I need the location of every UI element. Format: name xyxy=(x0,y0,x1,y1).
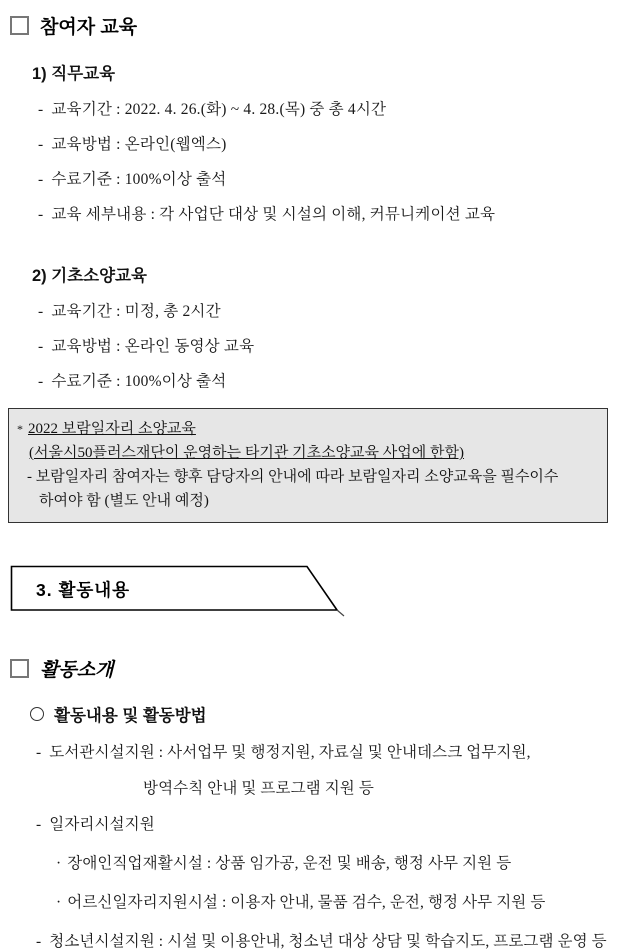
list-item xyxy=(38,132,610,154)
banner-label: 3. 활동내용 xyxy=(36,580,131,600)
note-subtitle-line xyxy=(29,443,597,464)
activity-line-text: 도서관시설지원 : 사서업무 및 행정지원, 자료실 및 안내데스크 업무지원, xyxy=(49,744,531,761)
dash-marker: - xyxy=(38,206,44,223)
activity-line xyxy=(36,812,610,834)
list-item xyxy=(38,299,610,321)
circle-bullet-icon xyxy=(30,707,44,721)
section-banner xyxy=(10,565,360,621)
dash-marker: - xyxy=(38,101,44,118)
note-box xyxy=(8,408,608,523)
dash-marker: - xyxy=(38,171,44,188)
activity-line-continuation xyxy=(143,776,610,798)
activity-line xyxy=(36,740,610,762)
dash-marker: - xyxy=(38,136,44,153)
dash-marker: - xyxy=(36,816,42,833)
activity-subline xyxy=(56,851,610,873)
note-title-line xyxy=(17,419,597,440)
checkbox-square-icon xyxy=(10,16,29,35)
dash-marker: - xyxy=(38,338,44,355)
list-item-text: 교육기간 : 2022. 4. 26.(화) ~ 4. 28.(목) 중 총 4시간 xyxy=(51,101,387,118)
dash-marker: - xyxy=(27,469,32,485)
dash-marker: - xyxy=(36,744,42,761)
subsection-heading-job-education: 1) 직무교육 xyxy=(32,65,116,83)
note-title-text: 2022 보람일자리 소양교육 xyxy=(28,421,196,437)
dash-marker: - xyxy=(38,303,44,320)
section-heading-participant-education xyxy=(10,12,610,39)
activity-line-text: 방역수칙 안내 및 프로그램 지원 등 xyxy=(143,780,374,797)
checkbox-square-icon xyxy=(10,659,29,678)
note-body-text: 하여야 함 (별도 안내 예정) xyxy=(39,493,209,509)
activity-line-text: 장애인직업재활시설 : 상품 임가공, 운전 및 배송, 행정 사무 지원 등 xyxy=(67,855,512,872)
section-heading-label: 참여자 교육 xyxy=(40,17,138,38)
note-subtitle-text: (서울시50플러스재단이 운영하는 타기관 기초소양교육 사업에 한함) xyxy=(29,445,464,461)
list-item-text: 수료기준 : 100%이상 출석 xyxy=(51,171,227,188)
list-item-text: 교육방법 : 온라인(웹엑스) xyxy=(51,136,227,153)
dot-marker: · xyxy=(56,855,62,872)
list-item xyxy=(38,167,610,189)
note-body-text: 보람일자리 참여자는 향후 담당자의 안내에 따라 보람일자리 소양교육을 필수이수 xyxy=(35,469,559,485)
dash-marker: - xyxy=(36,933,42,950)
note-body-line-2 xyxy=(39,491,597,512)
subsection-heading-activity-method xyxy=(30,702,610,726)
activity-line-text: 일자리시설지원 xyxy=(49,816,155,833)
dash-marker: - xyxy=(38,373,44,390)
list-item xyxy=(38,369,610,391)
list-item-text: 교육 세부내용 : 각 사업단 대상 및 시설의 이해, 커뮤니케이션 교육 xyxy=(51,206,496,223)
subsection-heading-basic-education: 2) 기초소양교육 xyxy=(32,267,147,285)
activity-line xyxy=(36,929,610,951)
subsection-heading-label: 활동내용 및 활동방법 xyxy=(54,707,207,725)
dot-marker: · xyxy=(56,894,62,911)
list-item xyxy=(38,97,610,119)
asterisk-marker: * xyxy=(17,422,23,436)
list-item-text: 교육방법 : 온라인 동영상 교육 xyxy=(51,338,255,355)
activity-line-text: 청소년시설지원 : 시설 및 이용안내, 청소년 대상 상담 및 학습지도, 프로그램 운영 등 xyxy=(49,933,607,950)
list-item-text: 교육기간 : 미정, 총 2시간 xyxy=(51,303,221,320)
list-item xyxy=(38,202,610,224)
list-item-text: 수료기준 : 100%이상 출석 xyxy=(51,373,227,390)
list-item xyxy=(38,334,610,356)
section-heading-activity-intro xyxy=(10,655,610,682)
section-heading-label: 활동소개 xyxy=(40,660,114,681)
activity-subline xyxy=(56,890,610,912)
note-body-line xyxy=(27,467,597,488)
activity-line-text: 어르신일자리지원시설 : 이용자 안내, 물품 검수, 운전, 행정 사무 지원 등 xyxy=(67,894,546,911)
